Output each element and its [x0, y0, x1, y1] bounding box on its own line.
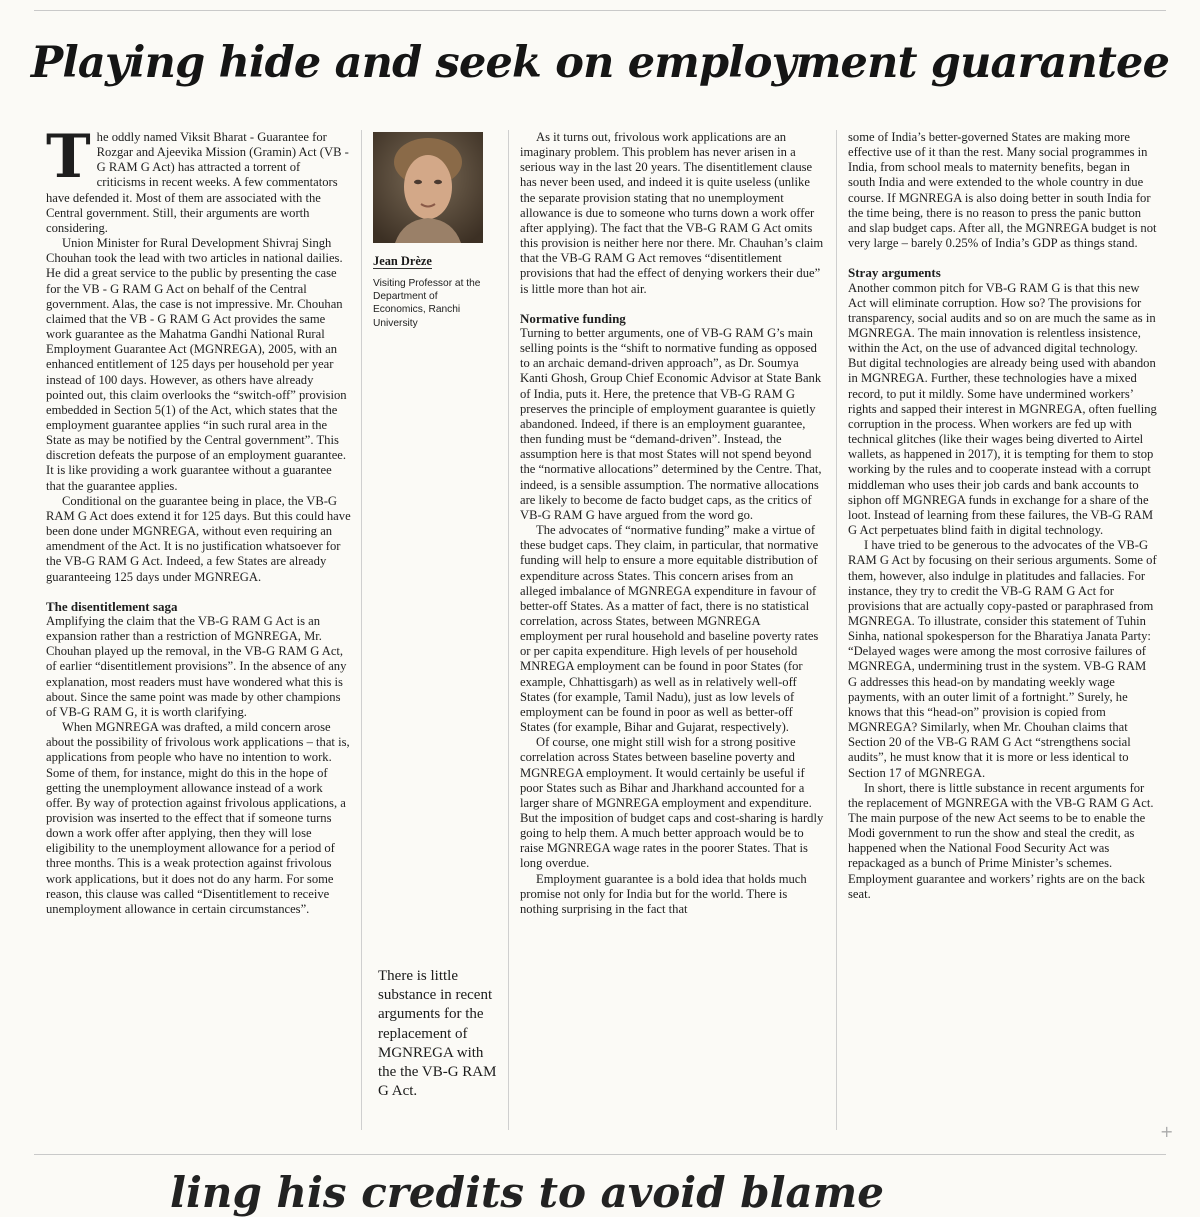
paragraph: Amplifying the claim that the VB-G RAM G Act is an expansion rather than a restriction of MGNREGA, Mr. Chouhan played up the removal, in the VB-G RAM G Act, of earlier “disentitlement provisions”. In the absence of any explanation, most readers must have wondered what this is about. Since the same point was made by other champions of VB-G RAM G, it is worth clarifying.	[46, 613, 347, 719]
article-column-1	[46, 122, 351, 917]
column-divider	[836, 130, 837, 1130]
headline: Playing hide and seek on employment guarantee	[30, 38, 1170, 88]
section-heading: The disentitlement saga	[46, 598, 178, 614]
paragraph: As it turns out, frivolous work applications are an imaginary problem. This problem has never arisen in a serious way in the last 20 years. The disentitlement clause has never been used, and indeed it is quite useless (unlike the separate provision stating that no unemployment allowance is due to someone who turns down a work offer after applying). The fact that the VB-G RAM G Act omits this provision is neither here nor there. Mr. Chauhan’s claim that the VB-G RAM G Act removes “disentitlement provisions that had the effect of denying workers their due” is little more than hot air.	[520, 130, 824, 296]
paragraph: Turning to better arguments, one of VB-G RAM G’s main selling points is the “shift to normative funding as opposed to an archaic demand-driven approach”, as Dr. Soumya Kanti Ghosh, Group Chief Economic Advisor at State Bank of India, puts it. Here, the pretence that VB-G RAM G preserves the principle of employment guarantee is quietly abandoned. Indeed, if there is an employment guarantee, then funding must be “demand-driven”. Instead, the assumption here is that most States will not spend beyond the “normative allocations” determined by the Centre. That, indeed, is a sensible assumption. The normative allocations are likely to become de facto budget caps, as the critics of VB-G RAM G have argued from the word go.	[520, 326, 822, 522]
column-divider	[361, 130, 362, 1130]
article-column-3	[520, 130, 825, 917]
paragraph: The advocates of “normative funding” make a virtue of these budget caps. They claim, in particular, that normative funding will help to ensure a more equitable distribution of expenditure across States. This concern arises from an alleged imbalance of MGNREGA expenditure in favour of better-off States. As a matter of fact, there is no statistical correlation, across States, between MGNREGA employment per rural household and baseline poverty rates or per capita expenditure. High levels of per household MNREGA employment can be found in poor States (for example, Chhattisgarh) as well as in relatively well-off States (for example, Tamil Nadu), just as low levels of employment can be found in poor as well as better-off States (for example, Bihar and Gujarat, respectively).	[520, 523, 819, 735]
section-heading: Normative funding	[520, 310, 626, 326]
author-portrait-image	[373, 132, 483, 243]
paragraph	[46, 122, 351, 236]
author-photo	[373, 132, 483, 243]
column-divider	[508, 130, 509, 1130]
author-name: Jean Drèze	[373, 254, 432, 268]
paragraph: Union Minister for Rural Development Shivraj Singh Chouhan took the lead with two articles in national dailies. He did a great service to the public by presenting the case for the VB - G RAM G Act on behalf of the Central government. Alas, the case is not impressive. Mr. Chouhan claimed that the VB - G RAM G Act provides the same work guarantee as the Mahatma Gandhi National Rural Employment Guarantee Act (MGNREGA), 2005, with an enhanced entitlement of 125 days per household per year instead of 100 days. However, as others have already pointed out, this claim overlooks the “switch-off” provision embedded in Section 5(1) of the Act, which states that the employment guarantee applies “in such rural area in the State as may be notified by the Central government”. This discretion defeats the purpose of an employment guarantee. It is like providing a work guarantee without a guarantee that the guarantee applies.	[46, 236, 347, 493]
next-article-headline-clip	[0, 1166, 1200, 1217]
drop-cap: T	[46, 122, 91, 192]
section-heading: Stray arguments	[848, 265, 941, 281]
paragraph: Conditional on the guarantee being in place, the VB-G RAM G Act does extend it for 125 days. But this could have been done under MGNREGA, without even requiring an amendment of the Act. It is no justification whatsoever for the VB-G RAM G Act. Indeed, a few States are already guaranteeing 125 days under MGNREGA.	[46, 493, 351, 584]
bottom-rule	[34, 1154, 1166, 1155]
paragraph: When MGNREGA was drafted, a mild concern arose about the possibility of frivolous work applications – that is, applications from people who have no intention to work. Some of them, for instance, might do this in the hope of getting the unemployment allowance instead of a work offer. By way of protection against frivolous applications, a provision was inserted to the effect that if someone turns down a work offer after applying, then they will lose eligibility to the unemployment allowance for a period of three months. This is a weak protection against frivolous work applications, but it does not do any harm. For some reason, this clause was called “Disentitlement to receive unemployment allowance in certain circumstances”.	[46, 720, 350, 916]
paragraph: some of India’s better-governed States are making more effective use of it than the rest. Many social programmes in India, from school meals to maternity benefits, began in south India and were extended to the whole country in due course. If MGNREGA is also doing better in south India for the time being, there is no reason to press the panic button and slap budget caps. After all, the MGNREGA budget is not very large – barely 0.25% of India’s GDP as things stand.	[848, 130, 1157, 251]
paragraph: Employment guarantee is a bold idea that holds much promise not only for India but for the world. There is nothing surprising in the fact that	[520, 871, 807, 916]
next-article-headline: ling his credits to avoid blame	[170, 1168, 884, 1217]
top-rule	[34, 10, 1166, 11]
paragraph: Of course, one might still wish for a strong positive correlation across States between baseline poverty and MGNREGA employment. It would certainly be useful if poor States such as Bihar and Jharkhand accounted for a larger share of MGNREGA employment and expenditure. But the imposition of budget caps and cost-sharing is hardly going to help them. A much better approach would be to raise MGNREGA wage rates in the poorer States. That is long overdue.	[520, 735, 824, 871]
article-column-4	[848, 130, 1158, 902]
paragraph: In short, there is little substance in recent arguments for the replacement of MGNREGA with the VB-G RAM G Act. The main purpose of the new Act seems to be to enable the Modi government to run the show and steal the credit, as happened when the National Food Security Act was repackaged as a bunch of Prime Minister’s schemes. Employment guarantee and workers’ rights are on the back seat.	[848, 780, 1154, 901]
paragraph-text: he oddly named Viksit Bharat - Guarantee for Rozgar and Ajeevika Mission (Gramin) Act (VB - G RAM G Act) has attracted a torrent of criticisms in recent weeks. A few commentators have defended it. Most of them are associated with the Central government. Still, their arguments are worth considering.	[46, 130, 349, 235]
paragraph: Another common pitch for VB-G RAM G is that this new Act will eliminate corruption. How so? The provisions for transparency, social audits and so on are much the same as in MGNREGA. The main innovation is relentless insistence, within the Act, on the use of advanced digital technology. But digital technologies are already being used with abandon in MGNREGA. Further, these technologies have a mixed record, to put it mildly. Some have undermined workers’ rights and sapped their interest in MGNREGA, often fuelling corruption in the process. When workers are fed up with technical glitches (like their wages being diverted to Airtel wallets, as happened in 2017), it is tempting for them to stop working by the rules and to cooperate instead with a corrupt middleman who uses their job cards and bank accounts to siphon off MGNREGA funds in exchange for a share of the loot. Instead of learning from these failures, the VB-G RAM G Act perpetuates blind faith in digital technology.	[848, 280, 1157, 538]
pull-quote: There is little substance in recent arguments for the replacement of MGNREGA with the the VB-G RAM G Act.	[378, 968, 497, 1100]
paragraph: I have tried to be generous to the advocates of the VB-G RAM G Act by focusing on their serious arguments. Some of them, however, also indulge in platitudes and fallacies. For instance, they try to credit the VB-G RAM G Act for provisions that are actually copy-pasted or paraphrased from MGNREGA. To illustrate, consider this statement of Tuhin Sinha, national spokesperson for the Bharatiya Janata Party: “Delayed wages were among the most corrosive failures of MGNREGA, undermining trust in the system. VB-G RAM G addresses this head-on by mandating weekly wage payments, with an outer limit of a fortnight.” Surely, he knows that this “head-on” provision is copied from MGNREGA? Similarly, when Mr. Chouhan claims that Section 20 of the VB-G RAM G Act “strengthens social audits”, he must know that it is more or less identical to Section 17 of MGNREGA.	[848, 538, 1157, 780]
author-affiliation: Visiting Professor at the Department of Economics, Ranchi University	[373, 278, 481, 329]
plus-icon: +	[1160, 1122, 1174, 1141]
